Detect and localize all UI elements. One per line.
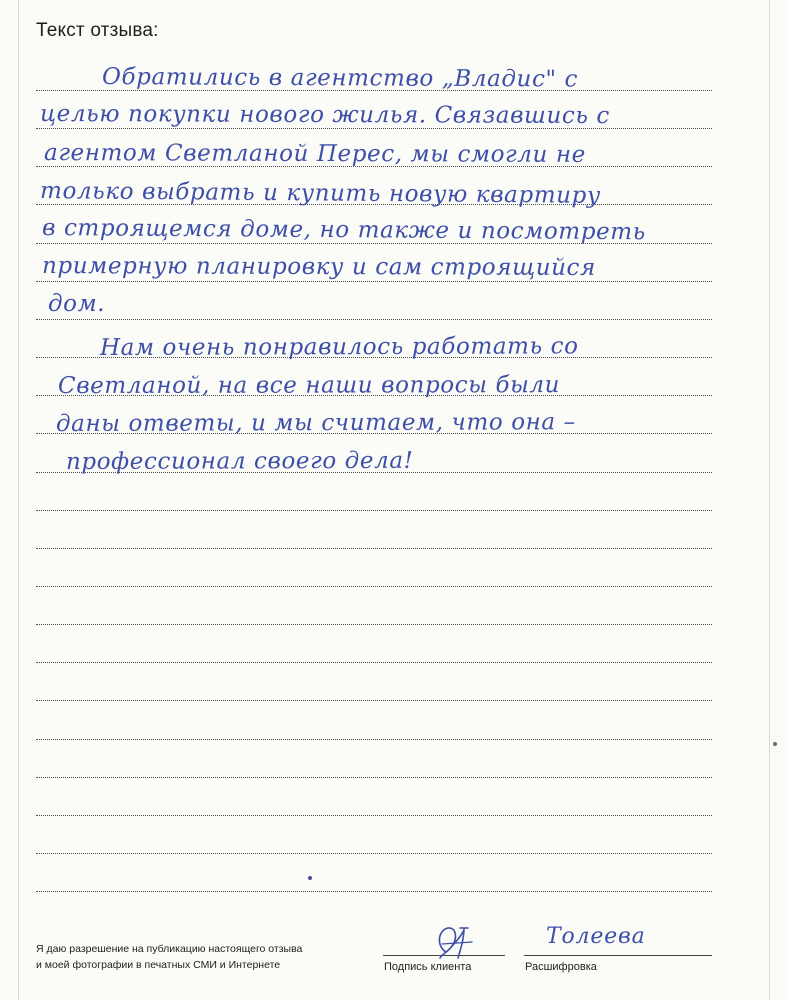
client-name-handwritten: Толеева (546, 924, 646, 949)
review-line: Обратились в агентство „Владис" с (102, 64, 579, 93)
review-form-title: Текст отзыва: (36, 20, 159, 41)
ruled-line (36, 815, 712, 816)
review-line: даны ответы, и мы считаем, что она – (55, 409, 576, 437)
review-line: профессионал своего дела! (65, 447, 414, 475)
review-line: дом. (48, 291, 106, 317)
consent-line: и моей фотографии в печатных СМИ и Интернете (36, 959, 281, 971)
review-line: только выбрать и купить новую квартиру (40, 178, 601, 209)
ruled-line (36, 739, 712, 740)
ruled-line (36, 777, 712, 778)
handwritten-review (36, 0, 726, 500)
review-line: агентом Светланой Перес, мы смогли не (44, 140, 586, 168)
ruled-line (36, 700, 712, 701)
review-line: целью покупки нового жилья. Связавшись с (40, 101, 610, 129)
ruled-line (36, 853, 712, 854)
review-line: примерную планировку и сам строящийся (42, 253, 596, 281)
ruled-line (36, 510, 712, 511)
review-line: в строящемся доме, но также и посмотреть (42, 215, 646, 246)
review-line: Светланой, на все наши вопросы были (57, 372, 561, 399)
client-signature (428, 922, 488, 962)
name-caption: Расшифровка (525, 961, 597, 973)
ruled-line (36, 662, 712, 663)
ink-dot (308, 876, 312, 880)
review-line: Нам очень понравилось работать со (99, 333, 579, 361)
paper-speck (773, 742, 777, 746)
signature-caption: Подпись клиента (384, 961, 472, 973)
ruled-line (36, 891, 712, 892)
consent-line: Я даю разрешение на публикацию настоящего отзыва (36, 943, 303, 955)
page-left-border (18, 0, 19, 1000)
ruled-line (36, 624, 712, 625)
ruled-line (36, 548, 712, 549)
page-right-border (769, 0, 770, 1000)
publication-consent-text (36, 941, 366, 973)
ruled-line (36, 586, 712, 587)
name-line (524, 955, 712, 956)
